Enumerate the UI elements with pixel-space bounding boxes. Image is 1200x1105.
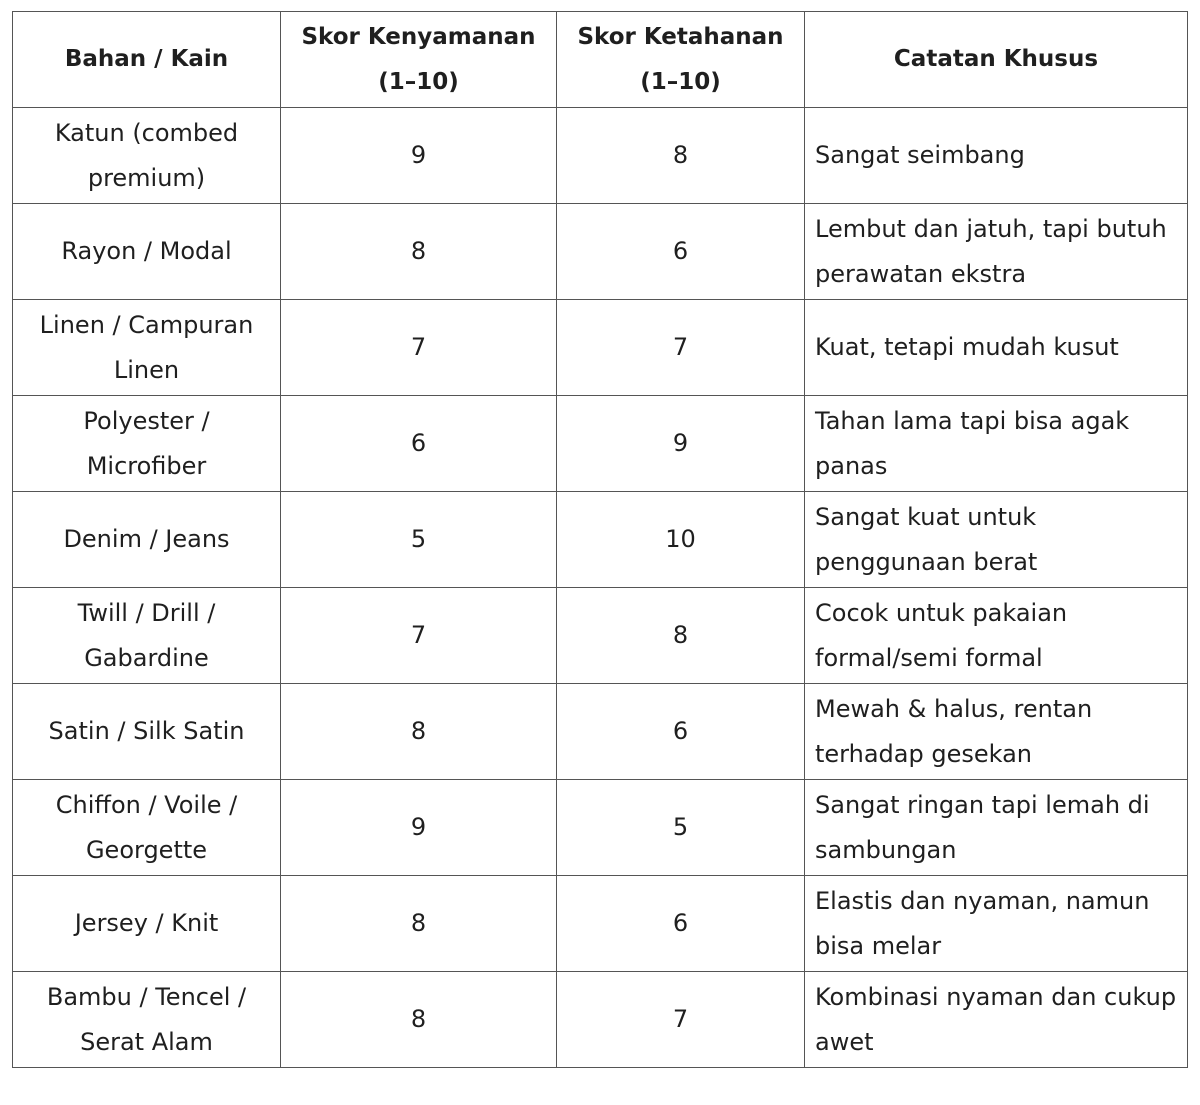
cell-bahan: Satin / Silk Satin [13, 684, 281, 780]
cell-ketahanan: 5 [557, 780, 805, 876]
cell-ketahanan: 10 [557, 492, 805, 588]
cell-kenyamanan: 7 [281, 588, 557, 684]
cell-ketahanan: 8 [557, 588, 805, 684]
cell-kenyamanan: 8 [281, 204, 557, 300]
cell-bahan: Twill / Drill / Gabardine [13, 588, 281, 684]
cell-ketahanan: 9 [557, 396, 805, 492]
cell-ketahanan: 7 [557, 300, 805, 396]
cell-bahan: Polyester / Microfiber [13, 396, 281, 492]
cell-kenyamanan: 9 [281, 780, 557, 876]
cell-catatan: Kuat, tetapi mudah kusut [805, 300, 1188, 396]
header-ketahanan: Skor Ketahanan (1–10) [557, 12, 805, 108]
table-row [13, 204, 1188, 300]
cell-kenyamanan: 8 [281, 684, 557, 780]
header-catatan: Catatan Khusus [805, 12, 1188, 108]
cell-catatan: Elastis dan nyaman, namun bisa melar [805, 876, 1188, 972]
table-row [13, 972, 1188, 1068]
cell-bahan: Linen / Campuran Linen [13, 300, 281, 396]
fabric-comparison-table [12, 11, 1188, 1068]
cell-bahan: Denim / Jeans [13, 492, 281, 588]
header-bahan: Bahan / Kain [13, 12, 281, 108]
cell-catatan: Lembut dan jatuh, tapi butuh perawatan ekstra [805, 204, 1188, 300]
cell-catatan: Sangat seimbang [805, 108, 1188, 204]
cell-bahan: Katun (combed premium) [13, 108, 281, 204]
cell-bahan: Bambu / Tencel / Serat Alam [13, 972, 281, 1068]
cell-ketahanan: 6 [557, 204, 805, 300]
cell-bahan: Chiffon / Voile / Georgette [13, 780, 281, 876]
cell-ketahanan: 6 [557, 876, 805, 972]
cell-kenyamanan: 7 [281, 300, 557, 396]
cell-bahan: Rayon / Modal [13, 204, 281, 300]
cell-bahan: Jersey / Knit [13, 876, 281, 972]
cell-kenyamanan: 8 [281, 972, 557, 1068]
table-row [13, 588, 1188, 684]
table-row [13, 492, 1188, 588]
table-row [13, 876, 1188, 972]
fabric-table-container [12, 11, 1188, 1068]
cell-catatan: Cocok untuk pakaian formal/semi formal [805, 588, 1188, 684]
cell-ketahanan: 7 [557, 972, 805, 1068]
table-row [13, 780, 1188, 876]
cell-kenyamanan: 6 [281, 396, 557, 492]
table-row [13, 108, 1188, 204]
header-row [13, 12, 1188, 108]
table-row [13, 396, 1188, 492]
cell-ketahanan: 6 [557, 684, 805, 780]
cell-catatan: Sangat kuat untuk penggunaan berat [805, 492, 1188, 588]
header-kenyamanan: Skor Kenyamanan (1–10) [281, 12, 557, 108]
cell-kenyamanan: 9 [281, 108, 557, 204]
cell-catatan: Kombinasi nyaman dan cukup awet [805, 972, 1188, 1068]
table-row [13, 300, 1188, 396]
table-row [13, 684, 1188, 780]
table-header [13, 12, 1188, 108]
cell-ketahanan: 8 [557, 108, 805, 204]
cell-kenyamanan: 8 [281, 876, 557, 972]
table-body [13, 108, 1188, 1068]
cell-catatan: Tahan lama tapi bisa agak panas [805, 396, 1188, 492]
cell-kenyamanan: 5 [281, 492, 557, 588]
cell-catatan: Mewah & halus, rentan terhadap gesekan [805, 684, 1188, 780]
cell-catatan: Sangat ringan tapi lemah di sambungan [805, 780, 1188, 876]
